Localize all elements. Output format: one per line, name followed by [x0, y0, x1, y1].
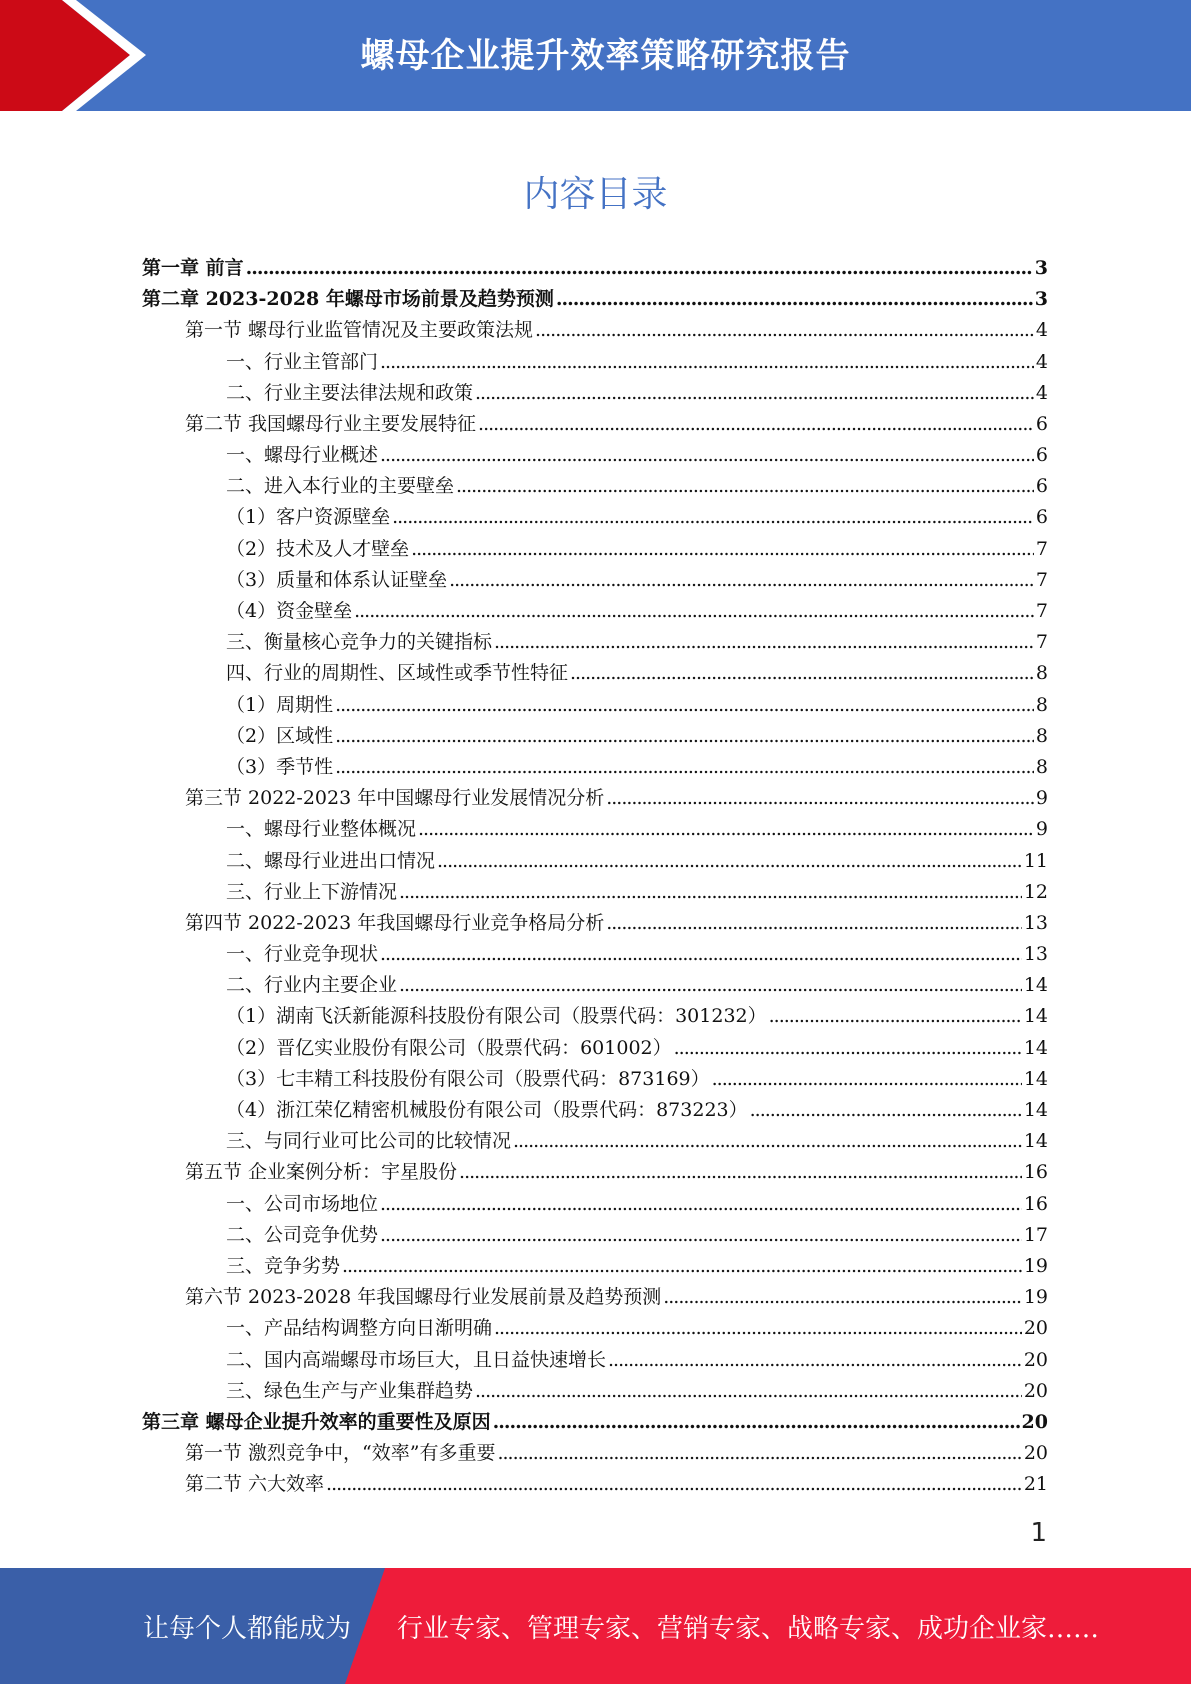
toc-entry-title: 三、行业上下游情况	[226, 880, 398, 903]
toc-entry[interactable]	[142, 440, 1048, 471]
toc-entry-title: 一、螺母行业整体概况	[226, 818, 417, 841]
toc-entry[interactable]	[142, 1376, 1048, 1407]
toc-entry[interactable]	[142, 846, 1048, 877]
toc-leader-dots	[606, 908, 1022, 939]
page-header	[0, 0, 1191, 111]
toc-entry-page: 21	[1023, 1473, 1048, 1496]
toc-entry[interactable]	[142, 284, 1048, 315]
toc-entry-title: 第六节 2023-2028 年我国螺母行业发展前景及趋势预测	[185, 1286, 662, 1309]
toc-leader-dots	[411, 534, 1034, 565]
toc-entry[interactable]	[142, 1157, 1048, 1188]
toc-entry-page: 4	[1035, 319, 1048, 342]
toc-entry-title: 第一节 激烈竞争中，“效率”有多重要	[185, 1442, 496, 1465]
toc-entry-page: 7	[1035, 631, 1048, 654]
toc-entry-title: （3）质量和体系认证壁垒	[226, 568, 448, 591]
toc-entry-page: 4	[1035, 381, 1048, 404]
footer-slogan: 让每个人都能成为	[143, 1614, 352, 1644]
toc-leader-dots	[246, 253, 1033, 284]
toc-leader-dots	[493, 1407, 1020, 1438]
toc-entry[interactable]	[142, 1469, 1048, 1500]
toc-entry-page: 17	[1023, 1223, 1048, 1246]
toc-entry-title: （4）浙江荣亿精密机械股份有限公司（股票代码：873223）	[226, 1099, 748, 1122]
toc-entry-title: 三、绿色生产与产业集群趋势	[226, 1379, 474, 1402]
toc-entry[interactable]	[142, 503, 1048, 534]
toc-entry-title: （1）周期性	[226, 693, 334, 716]
toc-entry-title: 三、竞争劣势	[226, 1254, 341, 1277]
toc-entry-page: 14	[1023, 974, 1048, 997]
toc-leader-dots	[606, 783, 1034, 814]
toc-leader-dots	[380, 1220, 1022, 1251]
toc-entry-page: 6	[1035, 444, 1048, 467]
toc-entry-page: 14	[1023, 1067, 1048, 1090]
toc-entry[interactable]	[142, 1313, 1048, 1344]
toc-leader-dots	[570, 658, 1034, 689]
toc-entry-title: 第三章 螺母企业提升效率的重要性及原因	[142, 1410, 491, 1433]
toc-entry[interactable]	[142, 1438, 1048, 1469]
toc-entry-page: 8	[1035, 693, 1048, 716]
toc-leader-dots	[459, 1157, 1022, 1188]
toc-leader-dots	[674, 1033, 1022, 1064]
toc-entry-title: 三、衡量核心竞争力的关键指标	[226, 631, 493, 654]
toc-leader-dots	[335, 721, 1034, 752]
toc-entry-page: 4	[1035, 350, 1048, 373]
toc-entry[interactable]	[142, 1345, 1048, 1376]
toc-entry-page: 19	[1023, 1286, 1048, 1309]
table-of-contents	[142, 253, 1048, 1501]
toc-entry-page: 13	[1023, 911, 1048, 934]
toc-entry-title: 一、产品结构调整方向日渐明确	[226, 1317, 493, 1340]
toc-entry-page: 3	[1034, 288, 1048, 311]
toc-entry-page: 14	[1023, 1036, 1048, 1059]
toc-entry-page: 19	[1023, 1254, 1048, 1277]
toc-entry[interactable]	[142, 409, 1048, 440]
toc-entry-title: 二、国内高端螺母市场巨大，且日益快速增长	[226, 1348, 607, 1371]
toc-leader-dots	[556, 284, 1033, 315]
toc-entry-title: （2）区域性	[226, 724, 334, 747]
toc-entry-page: 16	[1023, 1192, 1048, 1215]
toc-entry-page: 16	[1023, 1161, 1048, 1184]
toc-leader-dots	[437, 846, 1022, 877]
toc-entry-page: 6	[1035, 475, 1048, 498]
toc-entry-title: 三、与同行业可比公司的比较情况	[226, 1130, 512, 1153]
toc-entry-title: 四、行业的周期性、区域性或季节性特征	[226, 662, 569, 685]
toc-entry-page: 7	[1035, 600, 1048, 623]
toc-entry[interactable]	[142, 1220, 1048, 1251]
toc-leader-dots	[497, 1438, 1021, 1469]
toc-entry[interactable]	[142, 1033, 1048, 1064]
toc-heading: 内容目录	[523, 174, 668, 215]
toc-entry[interactable]	[142, 1095, 1048, 1126]
toc-leader-dots	[456, 471, 1034, 502]
page-number: 1	[1030, 1518, 1047, 1548]
toc-leader-dots	[335, 752, 1034, 783]
toc-entry-title: 二、进入本行业的主要壁垒	[226, 475, 455, 498]
toc-leader-dots	[449, 565, 1034, 596]
toc-entry-page: 13	[1023, 943, 1048, 966]
toc-entry[interactable]	[142, 877, 1048, 908]
toc-entry[interactable]	[142, 627, 1048, 658]
toc-leader-dots	[380, 347, 1034, 378]
toc-entry-page: 12	[1023, 880, 1048, 903]
toc-entry-page: 20	[1021, 1410, 1048, 1433]
toc-leader-dots	[399, 970, 1022, 1001]
toc-leader-dots	[354, 596, 1034, 627]
toc-entry[interactable]	[142, 1282, 1048, 1313]
toc-leader-dots	[535, 315, 1034, 346]
toc-entry-title: （3）季节性	[226, 755, 334, 778]
toc-entry[interactable]	[142, 1407, 1048, 1438]
toc-entry[interactable]	[142, 752, 1048, 783]
toc-entry[interactable]	[142, 1002, 1048, 1033]
toc-entry-page: 20	[1023, 1317, 1048, 1340]
toc-entry-page: 11	[1023, 849, 1048, 872]
toc-leader-dots	[478, 409, 1034, 440]
toc-entry-title: 二、公司竞争优势	[226, 1223, 379, 1246]
toc-entry-title: 二、行业主要法律法规和政策	[226, 381, 474, 404]
toc-entry-title: 一、行业竞争现状	[226, 943, 379, 966]
toc-leader-dots	[475, 378, 1034, 409]
toc-entry-page: 20	[1023, 1442, 1048, 1465]
toc-entry[interactable]	[142, 658, 1048, 689]
toc-entry-title: 第三节 2022-2023 年中国螺母行业发展情况分析	[185, 787, 605, 810]
toc-entry-title: （1）湖南飞沃新能源科技股份有限公司（股票代码：301232）	[226, 1005, 767, 1028]
toc-entry-page: 7	[1035, 568, 1048, 591]
toc-entry[interactable]	[142, 347, 1048, 378]
toc-entry[interactable]	[142, 596, 1048, 627]
toc-entry-page: 9	[1035, 818, 1048, 841]
toc-entry-title: 第一章 前言	[142, 256, 244, 279]
toc-entry-title: 二、螺母行业进出口情况	[226, 849, 436, 872]
toc-entry[interactable]	[142, 1189, 1048, 1220]
toc-entry-page: 8	[1035, 755, 1048, 778]
toc-entry-page: 14	[1023, 1099, 1048, 1122]
toc-entry[interactable]	[142, 471, 1048, 502]
toc-entry-title: 二、行业内主要企业	[226, 974, 398, 997]
toc-entry-title: 第二节 六大效率	[185, 1473, 325, 1496]
toc-entry-page: 20	[1023, 1379, 1048, 1402]
footer-roles: 行业专家、管理专家、营销专家、战略专家、成功企业家……	[397, 1614, 1100, 1644]
toc-entry-page: 6	[1035, 506, 1048, 529]
toc-leader-dots	[392, 502, 1034, 533]
toc-entry[interactable]	[142, 253, 1048, 284]
toc-entry-title: 一、行业主管部门	[226, 350, 379, 373]
toc-entry[interactable]	[142, 690, 1048, 721]
toc-entry-title: （1）客户资源壁垒	[226, 506, 391, 529]
toc-leader-dots	[494, 627, 1034, 658]
toc-entry-title: 一、公司市场地位	[226, 1192, 379, 1215]
toc-entry-title: 第一节 螺母行业监管情况及主要政策法规	[185, 319, 534, 342]
toc-leader-dots	[712, 1064, 1022, 1095]
toc-entry-page: 6	[1035, 412, 1048, 435]
toc-entry-page: 14	[1023, 1130, 1048, 1153]
toc-entry-page: 7	[1035, 537, 1048, 560]
toc-entry-page: 9	[1035, 787, 1048, 810]
toc-entry-title: 第二章 2023-2028 年螺母市场前景及趋势预测	[142, 288, 554, 311]
page-footer	[0, 1568, 1191, 1684]
toc-entry-page: 14	[1023, 1005, 1048, 1028]
toc-leader-dots	[475, 1376, 1022, 1407]
toc-entry[interactable]	[142, 939, 1048, 970]
toc-leader-dots	[380, 939, 1022, 970]
toc-entry-title: （2）技术及人才壁垒	[226, 537, 410, 560]
toc-entry[interactable]	[142, 1064, 1048, 1095]
toc-entry[interactable]	[142, 908, 1048, 939]
toc-entry[interactable]	[142, 1126, 1048, 1157]
toc-entry[interactable]	[142, 721, 1048, 752]
toc-leader-dots	[663, 1282, 1022, 1313]
toc-leader-dots	[326, 1469, 1022, 1500]
toc-leader-dots	[418, 814, 1034, 845]
toc-leader-dots	[494, 1313, 1022, 1344]
toc-entry[interactable]	[142, 783, 1048, 814]
toc-leader-dots	[513, 1126, 1022, 1157]
toc-leader-dots	[335, 690, 1034, 721]
toc-entry[interactable]	[142, 970, 1048, 1001]
toc-entry-title: 第四节 2022-2023 年我国螺母行业竞争格局分析	[185, 911, 605, 934]
toc-entry-title: （4）资金壁垒	[226, 600, 353, 623]
toc-leader-dots	[750, 1095, 1022, 1126]
toc-leader-dots	[399, 877, 1022, 908]
toc-leader-dots	[769, 1001, 1022, 1032]
toc-entry[interactable]	[142, 378, 1048, 409]
toc-leader-dots	[380, 1189, 1022, 1220]
toc-entry-page: 8	[1035, 724, 1048, 747]
report-title: 螺母企业提升效率策略研究报告	[360, 36, 851, 76]
toc-entry[interactable]	[142, 814, 1048, 845]
toc-entry[interactable]	[142, 315, 1048, 346]
toc-entry-title: （2）晋亿实业股份有限公司（股票代码：601002）	[226, 1036, 672, 1059]
toc-entry-page: 20	[1023, 1348, 1048, 1371]
toc-entry-title: （3）七丰精工科技股份有限公司（股票代码：873169）	[226, 1067, 710, 1090]
toc-leader-dots	[380, 440, 1034, 471]
toc-entry-page: 8	[1035, 662, 1048, 685]
toc-entry[interactable]	[142, 1251, 1048, 1282]
toc-entry[interactable]	[142, 534, 1048, 565]
toc-entry-title: 一、螺母行业概述	[226, 444, 379, 467]
toc-entry-page: 3	[1034, 256, 1048, 279]
toc-entry[interactable]	[142, 565, 1048, 596]
toc-leader-dots	[342, 1251, 1022, 1282]
toc-entry-title: 第二节 我国螺母行业主要发展特征	[185, 412, 477, 435]
toc-entry-title: 第五节 企业案例分析：宇星股份	[185, 1161, 458, 1184]
toc-leader-dots	[608, 1345, 1022, 1376]
